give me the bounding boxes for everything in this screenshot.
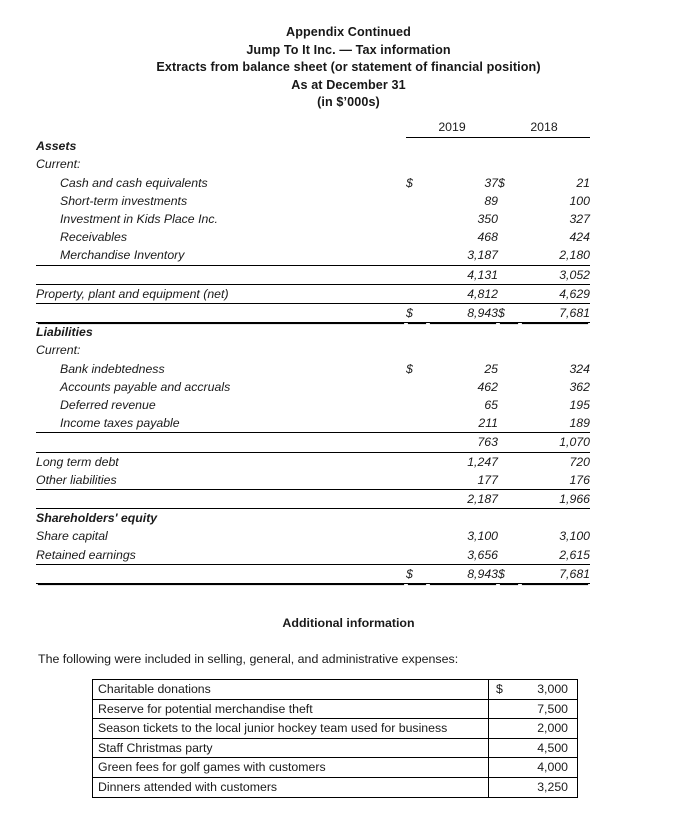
expense-amount: 3,000 [537,682,568,697]
value-2018: 3,100 [559,529,590,544]
assets-heading: Assets [36,139,77,154]
table-row [93,680,578,700]
value-2018: 3,052 [520,265,590,284]
currency-2019 [406,414,428,433]
additional-information-title: Additional information [282,616,415,631]
additional-information-lead-in: The following were included in selling, general, and administrative expenses: [38,652,459,667]
expense-amount-cell [489,778,578,798]
liabilities-heading-row [36,323,590,341]
currency-2018 [498,396,520,414]
currency-2018 [498,452,520,471]
expenses-table [92,679,578,798]
value-2019: 2,187 [428,490,498,509]
currency-2018 [498,192,520,210]
value-2018: 424 [569,230,590,245]
expense-description: Season tickets to the local junior hockey team used for business [93,719,489,739]
table-row [93,778,578,798]
value-2018: 7,681 [520,564,590,583]
value-2019: 3,100 [467,529,498,544]
heading-line-extract: Extracts from balance sheet (or statement of financial position) [156,60,541,74]
column-header-2018: 2018 [498,118,590,138]
table-row [93,719,578,739]
assets-current-label: Current: [36,157,81,172]
expense-currency [496,739,504,758]
balance-sheet-table [36,118,590,585]
value-2018: 4,629 [520,284,590,303]
currency-2018 [498,414,520,433]
line-item-label [36,433,406,452]
currency-2019 [406,192,428,210]
line-item-label [36,564,406,583]
currency-2019: $ [406,304,428,323]
expense-description: Staff Christmas party [93,738,489,758]
currency-2019 [406,228,428,246]
value-2018: 327 [569,212,590,227]
value-2019: 3,656 [428,546,498,565]
currency-2018 [498,360,520,378]
assets-total-row [36,304,590,323]
heading-line-appendix: Appendix Continued [286,25,411,39]
currency-2018: $ [498,304,520,323]
table-row [36,228,590,246]
value-2019: 3,187 [467,248,498,263]
table-row [36,396,590,414]
line-item-label [36,304,406,323]
table-row [36,210,590,228]
table-row [36,452,590,471]
currency-2019 [406,471,428,490]
column-header-row [36,118,590,138]
table-row [93,758,578,778]
currency-2018 [498,265,520,284]
line-item-label: Receivables [60,230,127,245]
liabilities-current-label-row [36,341,590,359]
value-2018: 21 [576,175,590,190]
currency-2019 [406,378,428,396]
table-row [36,471,590,490]
line-item-label: Short-term investments [60,193,188,208]
value-2018: 1,966 [520,490,590,509]
liabilities-current-label: Current: [36,343,81,358]
table-row [36,378,590,396]
currency-2018 [498,433,520,452]
liabilities-heading: Liabilities [36,325,93,340]
currency-2019 [406,246,428,265]
line-item-label: Property, plant and equipment (net) [36,284,406,303]
expense-amount: 2,000 [537,721,568,736]
value-2018: 100 [569,193,590,208]
line-item-label: Accounts payable and accruals [60,379,231,394]
expense-currency: $ [496,682,503,697]
table-row [36,527,590,545]
expense-description: Reserve for potential merchandise theft [93,699,489,719]
currency-2018 [498,228,520,246]
line-item-label: Long term debt [36,454,119,469]
currency-2019 [406,490,428,509]
expense-currency [496,778,504,797]
balance-sheet-section [0,118,697,585]
currency-2019 [406,452,428,471]
currency-2018: $ [498,175,505,190]
table-row [36,192,590,210]
equity-heading-row [36,509,590,527]
liabilities-total-row [36,490,590,509]
expense-amount: 4,500 [537,740,568,755]
value-2019: 65 [484,398,498,413]
value-2019: 763 [428,433,498,452]
column-header-2019: 2019 [406,118,498,138]
line-item-label: Retained earnings [36,546,406,565]
value-2019: 350 [477,212,498,227]
expense-currency [496,758,504,777]
assets-ppe-row [36,284,590,303]
line-item-label: Cash and cash equivalents [60,175,208,190]
currency-2018 [498,527,520,545]
value-2019: 468 [477,230,498,245]
currency-2019 [406,265,428,284]
line-item-label: Income taxes payable [60,416,180,431]
currency-2018 [498,378,520,396]
line-item-label: Bank indebtedness [60,361,165,376]
heading-line-date: As at December 31 [291,77,406,92]
currency-2019: $ [406,564,428,583]
line-item-label: Other liabilities [36,471,406,490]
value-2019: 177 [428,471,498,490]
value-2018: 362 [569,379,590,394]
value-2019: 211 [478,416,498,431]
value-2019: 4,131 [428,265,498,284]
currency-2019 [406,546,428,565]
line-item-label: Share capital [36,529,108,544]
table-row [36,546,590,565]
expense-amount-cell [489,738,578,758]
line-item-label: Investment in Kids Place Inc. [60,212,218,227]
expenses-section [0,679,697,798]
value-2018: 195 [569,398,590,413]
line-item-label: Merchandise Inventory [60,248,185,263]
equity-total-row [36,564,590,583]
currency-2019: $ [406,361,413,376]
value-2018: 176 [520,471,590,490]
expense-currency [496,719,504,738]
value-2018: 2,180 [559,248,590,263]
currency-2018 [498,471,520,490]
expense-description: Charitable donations [93,680,489,700]
currency-2018 [498,210,520,228]
expense-description: Green fees for golf games with customers [93,758,489,778]
currency-2019 [406,433,428,452]
heading-line-units: (in $’000s) [317,95,380,109]
currency-2018 [498,284,520,303]
currency-2018 [498,246,520,265]
currency-2019 [406,284,428,303]
expense-amount-cell [489,758,578,778]
assets-current-subtotal-row [36,265,590,284]
expense-amount: 3,250 [537,780,568,795]
line-item-label [36,265,406,284]
value-2019: 25 [484,361,498,376]
table-row [36,174,590,192]
expense-amount-cell [489,719,578,739]
table-row [36,246,590,265]
currency-2018 [498,546,520,565]
value-2019: 1,247 [467,454,498,469]
value-2018: 720 [569,454,590,469]
currency-2019 [406,527,428,545]
equity-heading: Shareholders' equity [36,511,158,526]
expense-description: Dinners attended with customers [93,778,489,798]
currency-2018 [498,490,520,509]
document-heading [0,0,697,112]
value-2019: 89 [484,193,498,208]
value-2018: 2,615 [520,546,590,565]
assets-current-label-row [36,155,590,173]
liabilities-current-subtotal-row [36,433,590,452]
currency-2018: $ [498,564,520,583]
table-row [36,360,590,378]
expense-amount: 7,500 [537,701,568,716]
line-item-label [36,490,406,509]
table-row [93,738,578,758]
line-item-label: Deferred revenue [60,398,156,413]
table-row [36,414,590,433]
expense-currency [496,700,504,719]
value-2019: 462 [477,379,498,394]
value-2019: 37 [484,175,498,190]
expense-amount-cell [489,680,578,700]
column-header-spacer [36,118,406,138]
value-2018: 1,070 [520,433,590,452]
value-2018: 7,681 [520,304,590,323]
expense-amount: 4,000 [537,760,568,775]
table-row [93,699,578,719]
assets-heading-row [36,137,590,155]
currency-2019: $ [406,175,413,190]
expense-amount-cell [489,699,578,719]
value-2019: 4,812 [428,284,498,303]
heading-line-company: Jump To It Inc. — Tax information [246,42,451,57]
value-2019: 8,943 [428,564,498,583]
currency-2019 [406,396,428,414]
value-2018: 324 [569,361,590,376]
value-2018: 189 [569,416,590,431]
value-2019: 8,943 [428,304,498,323]
currency-2019 [406,210,428,228]
